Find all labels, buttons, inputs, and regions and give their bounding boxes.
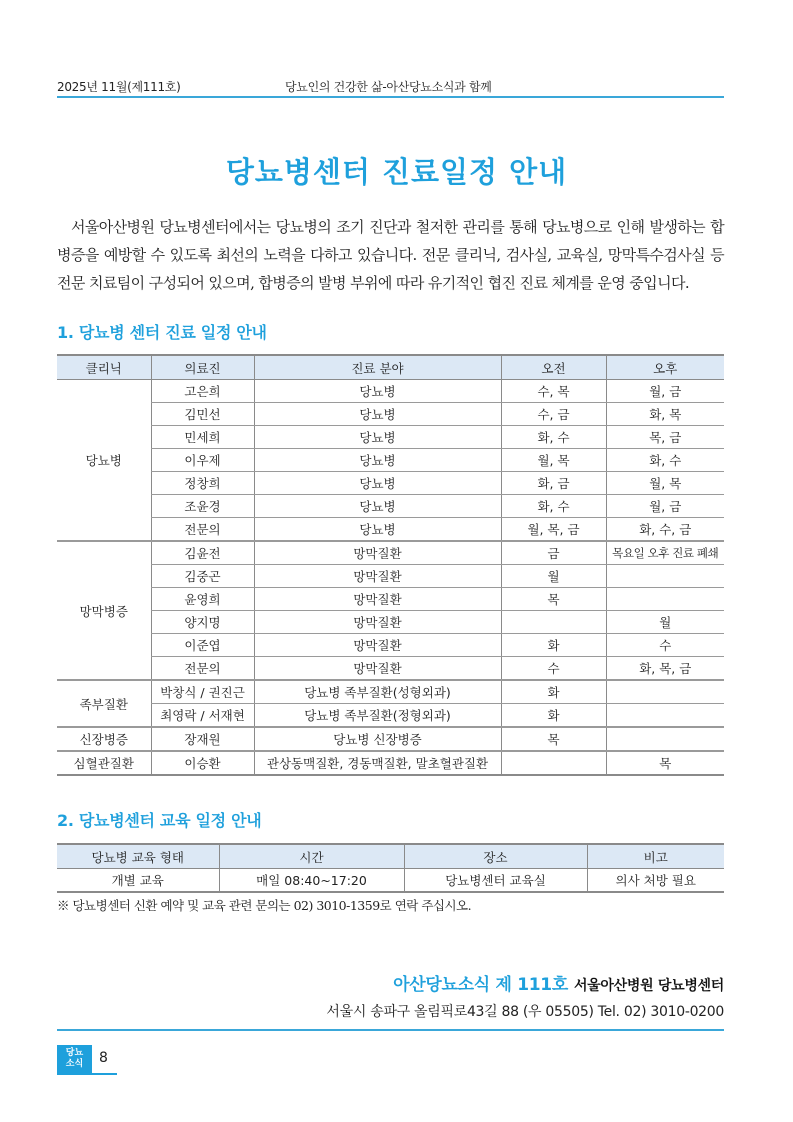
- field-cell: 망막질환: [254, 611, 501, 634]
- badge-line-2: 소식: [65, 1059, 84, 1069]
- running-header: [57, 76, 724, 98]
- doctor-cell: 고은희: [151, 380, 254, 403]
- doctor-cell: 이준엽: [151, 634, 254, 657]
- field-cell: 당뇨병: [254, 518, 501, 542]
- table-row: [57, 680, 724, 704]
- table-row: [57, 565, 724, 588]
- doctor-cell: 김윤전: [151, 541, 254, 565]
- field-cell: 당뇨병: [254, 449, 501, 472]
- am-cell: 화, 금: [501, 472, 606, 495]
- pm-cell: [606, 680, 724, 704]
- doctor-cell: 정창희: [151, 472, 254, 495]
- type-cell: 개별 교육: [57, 869, 219, 893]
- pm-cell: [606, 588, 724, 611]
- table-row: [57, 727, 724, 751]
- am-cell: 월: [501, 565, 606, 588]
- newsletter-badge: [57, 1045, 92, 1073]
- am-cell: 월, 목: [501, 449, 606, 472]
- doctor-cell: 민세희: [151, 426, 254, 449]
- am-cell: [501, 751, 606, 775]
- pm-cell: 화, 목: [606, 403, 724, 426]
- doctor-cell: 이우제: [151, 449, 254, 472]
- am-cell: 금: [501, 541, 606, 565]
- table-row: [57, 449, 724, 472]
- table-row: [57, 588, 724, 611]
- table-row: [57, 426, 724, 449]
- table-row: [57, 634, 724, 657]
- field-cell: 망막질환: [254, 634, 501, 657]
- pm-cell: 월, 금: [606, 495, 724, 518]
- table-row: [57, 657, 724, 681]
- address-line: 서울시 송파구 올림픽로43길 88 (우 05505) Tel. 02) 3010-0200: [326, 1004, 724, 1020]
- col-header-time: 시간: [219, 844, 404, 869]
- field-cell: 당뇨병: [254, 495, 501, 518]
- table-row: [57, 704, 724, 728]
- place-cell: 당뇨병센터 교육실: [404, 869, 587, 893]
- doctor-cell: 김중곤: [151, 565, 254, 588]
- clinic-schedule-table: [57, 354, 724, 776]
- table-row: [57, 495, 724, 518]
- badge-line-1: 당뇨: [65, 1048, 84, 1058]
- pm-cell: 수: [606, 634, 724, 657]
- am-cell: 목: [501, 727, 606, 751]
- pm-cell: 화, 수, 금: [606, 518, 724, 542]
- col-header-am: 오전: [501, 355, 606, 380]
- pm-cell: 월, 금: [606, 380, 724, 403]
- pm-cell: [606, 565, 724, 588]
- clinic-cell: 신장병증: [57, 727, 151, 751]
- doctor-cell: 이승환: [151, 751, 254, 775]
- publication-line: [393, 970, 724, 995]
- publication-title: 아산당뇨소식 제 111호: [393, 975, 568, 995]
- field-cell: 당뇨병 족부질환(정형외과): [254, 704, 501, 728]
- table-row: [57, 403, 724, 426]
- intro-paragraph: 서울아산병원 당뇨병센터에서는 당뇨병의 조기 진단과 철저한 관리를 통해 당뇨병으로 인해 발생하는 합병증을 예방할 수 있도록 최선의 노력을 다하고 있습니다. 전문 클리닉, 검사실, 교육실, 망막특수검사실 등 전문 치료팀이 구성되어 있으며, 합병증의 발병 부위에 따라 유기적인 협진 진료 체계를 운영 중입니다.: [57, 218, 724, 292]
- doctor-cell: 김민선: [151, 403, 254, 426]
- field-cell: 당뇨병 족부질환(성형외과): [254, 680, 501, 704]
- table-header-row: [57, 844, 724, 869]
- section-2-heading: 2. 당뇨병센터 교육 일정 안내: [57, 811, 262, 830]
- am-cell: 수, 목: [501, 380, 606, 403]
- education-schedule-table: [57, 843, 724, 893]
- page-number-underline: [57, 1073, 117, 1075]
- field-cell: 망막질환: [254, 565, 501, 588]
- clinic-cell: 당뇨병: [57, 380, 151, 542]
- field-cell: 관상동맥질환, 경동맥질환, 말초혈관질환: [254, 751, 501, 775]
- clinic-cell: 족부질환: [57, 680, 151, 727]
- table-row: [57, 380, 724, 403]
- col-header-type: 당뇨병 교육 형태: [57, 844, 219, 869]
- issue-label: 2025년 11월(제111호): [57, 80, 181, 94]
- doctor-cell: 양지명: [151, 611, 254, 634]
- doctor-cell: 조윤경: [151, 495, 254, 518]
- pm-cell: 화, 수: [606, 449, 724, 472]
- doctor-cell: 박창식 / 권진근: [151, 680, 254, 704]
- col-header-pm: 오후: [606, 355, 724, 380]
- am-cell: 목: [501, 588, 606, 611]
- table-row: [57, 751, 724, 775]
- header-tagline: 당뇨인의 건강한 삶-아산당뇨소식과 함께: [285, 80, 492, 94]
- table-header-row: [57, 355, 724, 380]
- table-row: [57, 541, 724, 565]
- table-row: [57, 472, 724, 495]
- pm-cell: [606, 727, 724, 751]
- am-cell: 월, 목, 금: [501, 518, 606, 542]
- col-header-clinic: 클리닉: [57, 355, 151, 380]
- contact-footnote: ※ 당뇨병센터 신환 예약 및 교육 관련 문의는 02) 3010-1359로 연락 주십시오.: [57, 898, 472, 913]
- col-header-place: 장소: [404, 844, 587, 869]
- field-cell: 당뇨병 신장병증: [254, 727, 501, 751]
- field-cell: 망막질환: [254, 541, 501, 565]
- col-header-note: 비고: [587, 844, 724, 869]
- pm-cell: 목요일 오후 진료 폐쇄: [606, 541, 724, 565]
- pm-cell: 화, 목, 금: [606, 657, 724, 681]
- field-cell: 당뇨병: [254, 426, 501, 449]
- am-cell: 화, 수: [501, 426, 606, 449]
- doctor-cell: 최영락 / 서재현: [151, 704, 254, 728]
- am-cell: 수, 금: [501, 403, 606, 426]
- am-cell: 화: [501, 704, 606, 728]
- col-header-doctor: 의료진: [151, 355, 254, 380]
- field-cell: 망막질환: [254, 588, 501, 611]
- clinic-cell: 심혈관질환: [57, 751, 151, 775]
- pm-cell: 목, 금: [606, 426, 724, 449]
- am-cell: [501, 611, 606, 634]
- footer-divider: [57, 1029, 724, 1031]
- am-cell: 화: [501, 680, 606, 704]
- col-header-field: 진료 분야: [254, 355, 501, 380]
- doctor-cell: 전문의: [151, 518, 254, 542]
- page-title: 당뇨병센터 진료일정 안내: [225, 155, 568, 189]
- pm-cell: 목: [606, 751, 724, 775]
- field-cell: 당뇨병: [254, 403, 501, 426]
- note-cell: 의사 처방 필요: [587, 869, 724, 893]
- pm-cell: [606, 704, 724, 728]
- page-number: 8: [99, 1050, 108, 1066]
- am-cell: 화, 수: [501, 495, 606, 518]
- table-row: [57, 869, 724, 893]
- doctor-cell: 윤영희: [151, 588, 254, 611]
- pm-cell: 월: [606, 611, 724, 634]
- am-cell: 화: [501, 634, 606, 657]
- field-cell: 당뇨병: [254, 472, 501, 495]
- table-row: [57, 611, 724, 634]
- time-cell: 매일 08:40~17:20: [219, 869, 404, 893]
- pm-cell: 월, 목: [606, 472, 724, 495]
- clinic-cell: 망막병증: [57, 541, 151, 680]
- doctor-cell: 전문의: [151, 657, 254, 681]
- am-cell: 수: [501, 657, 606, 681]
- section-1-heading: 1. 당뇨병 센터 진료 일정 안내: [57, 323, 267, 342]
- field-cell: 당뇨병: [254, 380, 501, 403]
- field-cell: 망막질환: [254, 657, 501, 681]
- doctor-cell: 장재원: [151, 727, 254, 751]
- organization-name: 서울아산병원 당뇨병센터: [573, 978, 724, 994]
- table-row: [57, 518, 724, 542]
